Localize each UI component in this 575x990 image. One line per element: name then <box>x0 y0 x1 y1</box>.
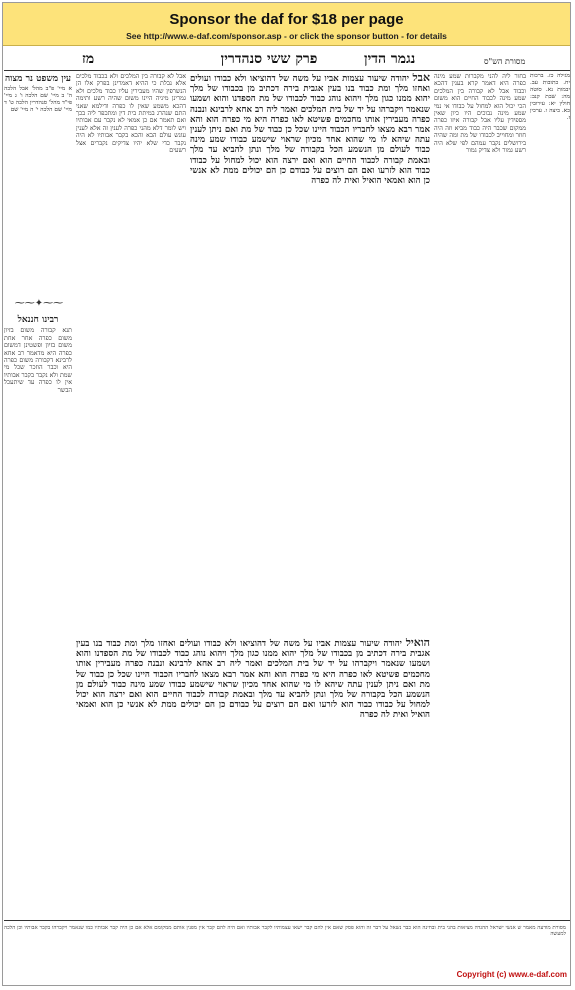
chananel-text: תנא קבורה משום בזיון משום כפרה אחר אחת משום בזיון ופשטינן דמשום כפרה היא מדאמר רב אחא לרבינא דקבורה משום כפרה היא וכבר הוזכר שכל מי שמת ולא נקבר בקבר אבותיו אין לו כפרה עד שיתעכל הבשר <box>4 327 72 394</box>
lead-word-hoil: הואיל <box>405 638 430 649</box>
ein-mishpat-heading: עין משפט נר מצוה <box>4 74 72 84</box>
masoret-text: מגילה כז. ברכות יח. כתובות עב. יבמות נא. סוטה מה: שבת קנב: חולין יא: עירובין כא. ביצה ו. ערכין ז. <box>530 73 570 121</box>
gemara-continuation-text: יהודה שיעור עצמות אביו על משה של דהוציאו ולא כבודו ועולים ואחזו מלך ומת כבוד בנו בעין אגבית בירה דכתיב מן בכבודו של מלך יהוא ממנו כגון מלך ויהוא נוהג כבוד לכבודו של מת הספדנו והוא ושמעו שנאמר ויקברהו על יד של בית המלכים ואמר ליה רב אחא לרבינא ונבנה כפרה מעבירין אותו מחכמים פשיטא לאו כפרה היא מי כפרה הוא והא אמר רבא מצאו לחבריו הכבוד היינו שכל כן כבוד של מת ואם ניתן לענין עתה שיהא לו מי שהוא אחד מכיון שראוי שישמע כבודו שמע מינה כבוד לעולם מן הנשמע הכל בקבורה של מלך ונתן להביא עד מלך ובאמת קבורה לכבוד החיים הוא ואם ירצה הוא יכול למחול על כבודו כבוד הוא לזרעו ואם הם רוצים על כבודם כן הם יכולים ממת לא אנשי כן הוא ואמאי הואיל ואית לה כפרה <box>76 639 430 721</box>
ein-mishpat-column <box>4 73 72 293</box>
chapter-title: פרק ששי סנהדרין <box>220 51 318 67</box>
talmud-page <box>4 48 570 963</box>
gemara-continuation <box>76 638 430 938</box>
masoret-title: מסורת הש"ס <box>484 57 526 66</box>
rashi-column <box>434 73 526 943</box>
chananel-column <box>4 314 72 964</box>
divider-ornament: ⁓⁓✦⁓⁓ <box>14 298 64 309</box>
sponsor-subtitle[interactable]: See http://www.e-daf.com/sponsor.asp - or click the sponsor button - for details <box>126 31 447 41</box>
rashi-text: בחור ליה להני מקברות שמע מינה כפרה היא דאמר קרא בענין דהכא וכבוד אבל לא קבורה בין המלכים שמע מינה לכבוד החיים הוא משום הכי יכול הוא למחול על כבודו אי נמי שמע מינה נבוכים היו כיון שאין מספידין עליו אבל קבורה איזו כפרה ממקום שכבר היה כבוד מביא וזה היה חוזר ומחוייב לכבודו של מת ומה שהיה בירושלים נקבר עמהם לפי שלא היה רשע גמור ולא צדיק גמור <box>434 73 526 155</box>
ein-mishpat-text: א מיי' פ"ב מהל' אבל הלכה ה' ב מיי' שם הלכה ו' ג מיי' פי"ד מהל' סנהדרין הלכה ט' ד מיי' שם הלכה י' ה מיי' שם <box>4 86 72 113</box>
gemara-text: יהודה שיעור עצמות אביו על משה של דהוציאו ולא כבודו ועולים ואחזו מלך ומת כבוד בנו בעין אגבית בירה דכתיב מן בכבודו של מלך יהוא ממנו כגון מלך ויהוא נוהג כבוד לכבודו של מת הספדנו והוא ושמעו שנאמר ויקברהו על יד של בית המלכים ואמר ליה רב אחא לרבינא ונבנה כפרה מעבירין אותו מחכמים פשיטא לאו כפרה היא מי כפרה הוא והא אמר רבא מצאו לחבריו הכבוד היינו שכל כן כבוד של מת ואם ניתן לענין עתה שיהא לו מי שהוא אחד מכיון שראוי שישמע כבודו שמע מינה כבוד לעולם מן הנשמע הכל בקבורה של מלך ונתן להביא עד מלך ובאמת קבורה לכבוד החיים הוא ואם ירצה הוא יכול למחול על כבודו כבוד הוא לזרעו ואם הם רוצים על כבודם כן הם יכולים ממת לא אנשי כן הוא ואמאי הואיל ואית לה כפרה <box>190 74 430 187</box>
chananel-heading: רבינו חננאל <box>17 315 59 325</box>
sponsor-banner[interactable] <box>3 3 570 46</box>
sponsor-title[interactable]: Sponsor the daf for $18 per page <box>169 11 404 28</box>
gemara-column <box>190 73 430 633</box>
masechet-title: נגמר הדין <box>364 51 416 67</box>
footer-commentary: מסורת מודעה מאמר ש אנשי ישראל ההגדה מציאות בהני בית ובחינה הוא כבר נשאל על דבר זה והוא פסק שאם אין להם קבר ישאו עצמותיו לקבר אבותיו ואם היה להם קבר אין מפנין אותם ממקומם אלא אם כן היה קבר אבותיו כמו שנאמר ויקברהו בקבר אבותיו וכן הלכה למעשה <box>4 925 566 938</box>
lead-word-aval: אבל <box>412 73 430 84</box>
header-rule <box>4 70 570 71</box>
copyright-link[interactable]: Copyright (c) www.e-daf.com <box>456 970 567 979</box>
masoret-column <box>530 73 570 943</box>
page-number: מז <box>82 51 95 67</box>
tosafot-column <box>76 73 186 593</box>
footer-rule <box>4 920 570 921</box>
tosafot-text: אבל לא קבורה בין המלכים ולא בכבוד מלכים אלא נבלת כי ההיא דאמרינן בפרק אלו הן הנשרפין שהיו מעבירין עליו כבוד מלכים ולא גמרינן מיניה היינו משום שהיה רשע ותימה דהכא משמע שאין לו כפרה ודילמא שאני התם שנהרג במיתת בית דין ומתכפר ליה בכך ואם תאמר אם כן אמאי לא נקבר עם אבותיו ויש לומר דלא מהני כפרה לענין זה אלא לענין עונש עולם הבא והכא בקבר אבותיו לא היה נקבר כדי שלא יהיו צדיקים נקברים אצל רשעים <box>76 73 186 155</box>
